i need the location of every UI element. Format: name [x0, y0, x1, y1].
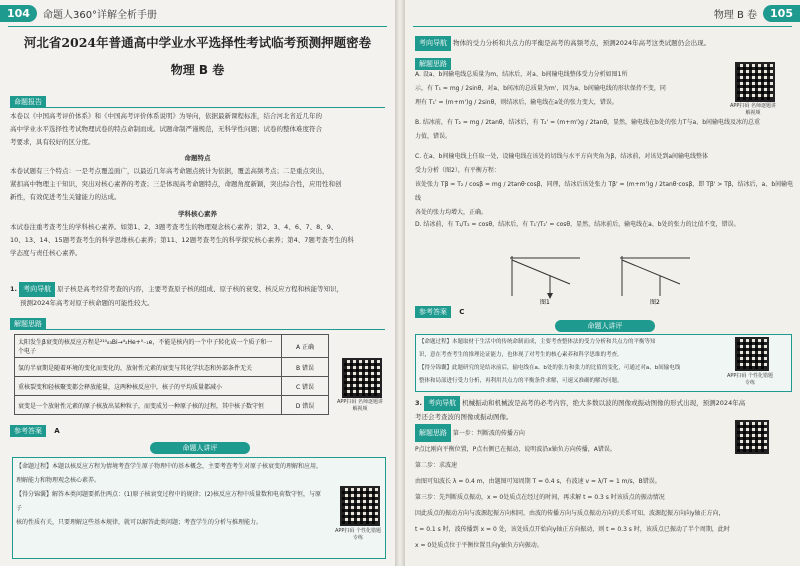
q2-answer-value: C: [459, 308, 465, 316]
qr-code-icon[interactable]: [340, 486, 380, 526]
q2-comment-text: 【命题过程】本题取材于生活中的传统命制而成，主要考查整体法的受力分析和共点力的平衡等知 识，意在考查考生的推理论证能力，也体现了对考生的核心素养和科学思维的考查。 【得分锦囊】此题研究的是结冰前后，输电线在a、b处的张力和张力的比值的变化，可通过对a、b间输电线 整体和局部进行受力分析，再利用共点力的平衡条件求解，可速又准确的解决问题。: [419, 339, 681, 384]
qr-code-icon[interactable]: [735, 62, 775, 102]
report-tag: 命题报告: [10, 96, 46, 108]
qr-caption: APP扫码 名师逐题讲解视频: [729, 103, 777, 116]
comment-banner: 命题人讲评: [150, 442, 250, 454]
book-gutter: [395, 0, 405, 566]
left-page-number: 104: [0, 5, 37, 22]
figure-2-label: 图2: [650, 299, 660, 306]
qr-caption: APP扫码 个性化错题专练: [334, 528, 382, 541]
q2-comment-banner: 命题人讲评: [555, 320, 655, 332]
qr-caption: APP扫码 名师逐题讲解视频: [336, 399, 384, 412]
right-page: [405, 0, 800, 566]
figure-1: [510, 256, 580, 306]
q2-answer-tag: 参考答案: [415, 306, 451, 318]
table-row: 氢的半衰期是随着环境的变化而变化的，放射性元素的衰变与其化学状态和外部条件无关 B 错误: [15, 358, 329, 377]
literacy-heading: 学科核心素养: [178, 210, 217, 218]
document-subtitle: 物理 B 卷: [170, 63, 225, 77]
q1-tag: 考向导航: [19, 282, 55, 297]
right-page-number: 105: [763, 5, 800, 22]
qr-code-icon[interactable]: [735, 420, 769, 454]
analysis-table: [14, 334, 329, 415]
q3-tag: 考向导航: [424, 396, 460, 411]
q2-solution-a: A. 设a、b间输电线总质量为m，结冰后，对a、b间输电线整体受力分析如图1所 示，有 T₁ = mg / 2sinθ，对a、b间冰的总质量为m'，因为a、b间输电线的形状保持不变，同 理有 T₁' = (m+m')g / 2sinθ，则结冰后，输电线在a处的张力变大，错误。: [415, 71, 666, 106]
figure-2: [620, 256, 690, 306]
intro-paragraph: 本卷以《中国高考评价体系》和《中国高考评价体系说明》为导向，依据最新课程标准，结合河北省近几年的 高中学业水平选择性考试物理试卷的特点命制而成。试题命制严谨规范，无科学性问题；试卷的整体难度符合 考要求，具有较好的区分度。: [10, 112, 322, 146]
table-row: 重核裂变和轻核聚变都会释放能量，这两种核反应中，核子的平均质量都减小 C 错误: [15, 377, 329, 396]
right-header: [405, 0, 800, 26]
question-1: 1. 考向导航 原子核是高考经常考查的内容，主要考查原子核的组成、原子核的衰变、核反应方程和核能等知识， 预测2024年高考对原子核命题的可能性较大。: [10, 282, 390, 310]
q2-solution-c: C. 在a、b间输电线上任取一处，设输电线在该处的切线与水平方向夹角为β，结冰前，对该处到a间输电线整体 受力分析（图2），有平衡方程： 该处张力 Tβ = T₂ / cosβ = mg / 2tanθ·cosβ，同理，结冰后该处张力 Tβ' = (m+m')g / 2tanθ·cosβ，即 Tβ' > Tβ，结冰后，a、b间输电线 各处的张力均增大，正确。: [415, 153, 794, 216]
left-header-text: 命题人360°详解全析手册: [42, 9, 158, 21]
q2-analysis-tag: 解题思路: [415, 58, 451, 70]
question-2-intro: 考向导航 物体的受力分析和共点力的平衡是高考的高频考点，预测2024年高考这类试题仍会出现。: [415, 36, 795, 51]
q3-analysis-tag: 解题思路: [415, 424, 451, 442]
answer-value: A: [54, 427, 60, 435]
force-diagrams: [500, 246, 710, 306]
table-row: 衰变是一个放射性元素的原子核放出某种粒子，而变成另一种原子核的过程，其中核子数守恒 D 错误: [15, 396, 329, 415]
q3-number: 3.: [415, 399, 422, 407]
q1-number: 1.: [10, 285, 17, 293]
right-header-text: 物理 B 卷: [713, 9, 758, 21]
answer-tag: 参考答案: [10, 425, 46, 437]
q3-solution: 解题思路 第一步：判断波的传播方向 P点比刚向平衡位置，P点右侧已在振动，说明波沿x轴负方向传播，A错误。 第二步：求波速 由图可知波长 λ = 0.4 m，由题图可知周期 T = 0.4 s，有波速 v = λ/T = 1 m/s，B错误。 第三步：先判断质点振动，x = 0处质点在经过的时间，再求解 t = 0.3 s 时该质点的振动情况 因此质点的振动方向与波源起振方向相同，由波的传播方向与质点振动方向的关系可知，波源起振方向向y轴正方向， t = 0.1 s 时，波传播到 x = 0 处，该处质点开始向y轴正方向振动，则 t = 0.3 s 时，该质点已振动了半个周期，此时 x = 0处质点位于平衡位置且向y轴负方向振动。: [415, 424, 795, 554]
feature-heading: 命题特点: [184, 154, 211, 162]
left-page: [0, 0, 395, 566]
comment-text: 【命题过程】本题以核反应方程为情境考查学生原子物理中的基本概念，主要考查考生对原子核衰变的理解和应用， 理解能力和物理观念核心素养。 【得分锦囊】解答本类问题要抓住两点：(1)原子核衰变过程中的规律；(2)核反应方程中质量数和电荷数守恒，与原子 核的性质有关，只要理解这些基本规律，就可以解答此类问题；考查学生的分析与推理能力。: [16, 463, 323, 526]
feature-paragraph: 本卷试题有三个特点：一是考点覆盖面广，以最近几年高考命题点统计为依据，覆盖高频考点；二是重点突出， 紧扣高中物理主干知识，突出对核心素养的考查；三是体现高考命题特点，命题角度新颖，突出综合性，应用性和创 新性，有效促进考生关键能力的达成。: [10, 167, 342, 201]
literacy-paragraph: 本试卷注重考查考生的学科核心素养。如第1、2、3题考查考生的物理观念核心素养；第2、3、4、6、7、8、9、 10、13、14、15题考查考生的科学思维核心素养；第11、12题考查考生的科学探究核心素养；第4、7题考查考生的科 学态度与责任核心素养。: [10, 223, 354, 257]
qr-caption: APP扫码 个性化错题专练: [726, 373, 774, 386]
q2-answer-row: [415, 306, 464, 318]
q2-tag: 考向导航: [415, 36, 451, 51]
analysis-tag: 解题思路: [10, 318, 46, 330]
q2-solution-b: B. 结冰前，有 T₂ = mg / 2tanθ，结冰后，有 T₂' = (m+m')g / 2tanθ，显然，输电线在b处的张力T与a、b间输电线及冰的总重 力值，错误。: [415, 119, 761, 140]
question-3: 3. 考向导航 机械振动和机械波是高考的必考内容，绝大多数以波的图像或振动图像的形式出现，预测2024年高 考还会考查波的图像或振动图像。: [415, 396, 795, 424]
left-header: [0, 0, 395, 26]
table-row: 太阳发生β衰变的核反应方程是²¹⁰₈₃Bi→⁴₂He+⁰₋₁e，不能是核内的一个中子转化成一个质子和一个电子 A 正确: [15, 335, 329, 358]
qr-code-icon[interactable]: [735, 337, 769, 371]
q2-solution-d: D. 结冰前，有 T₁/T₂ = cosθ，结冰后，有 T₁'/T₂' = cosθ，显然，结冰前后，输电线在a、b处的张力的比值不变，错误。: [415, 221, 740, 228]
answer-row: [10, 425, 60, 437]
figure-1-label: 图1: [540, 299, 550, 306]
qr-code-icon[interactable]: [342, 358, 382, 398]
document-title: 河北省2024年普通高中学业水平选择性考试临考预测押题密卷: [23, 35, 372, 50]
